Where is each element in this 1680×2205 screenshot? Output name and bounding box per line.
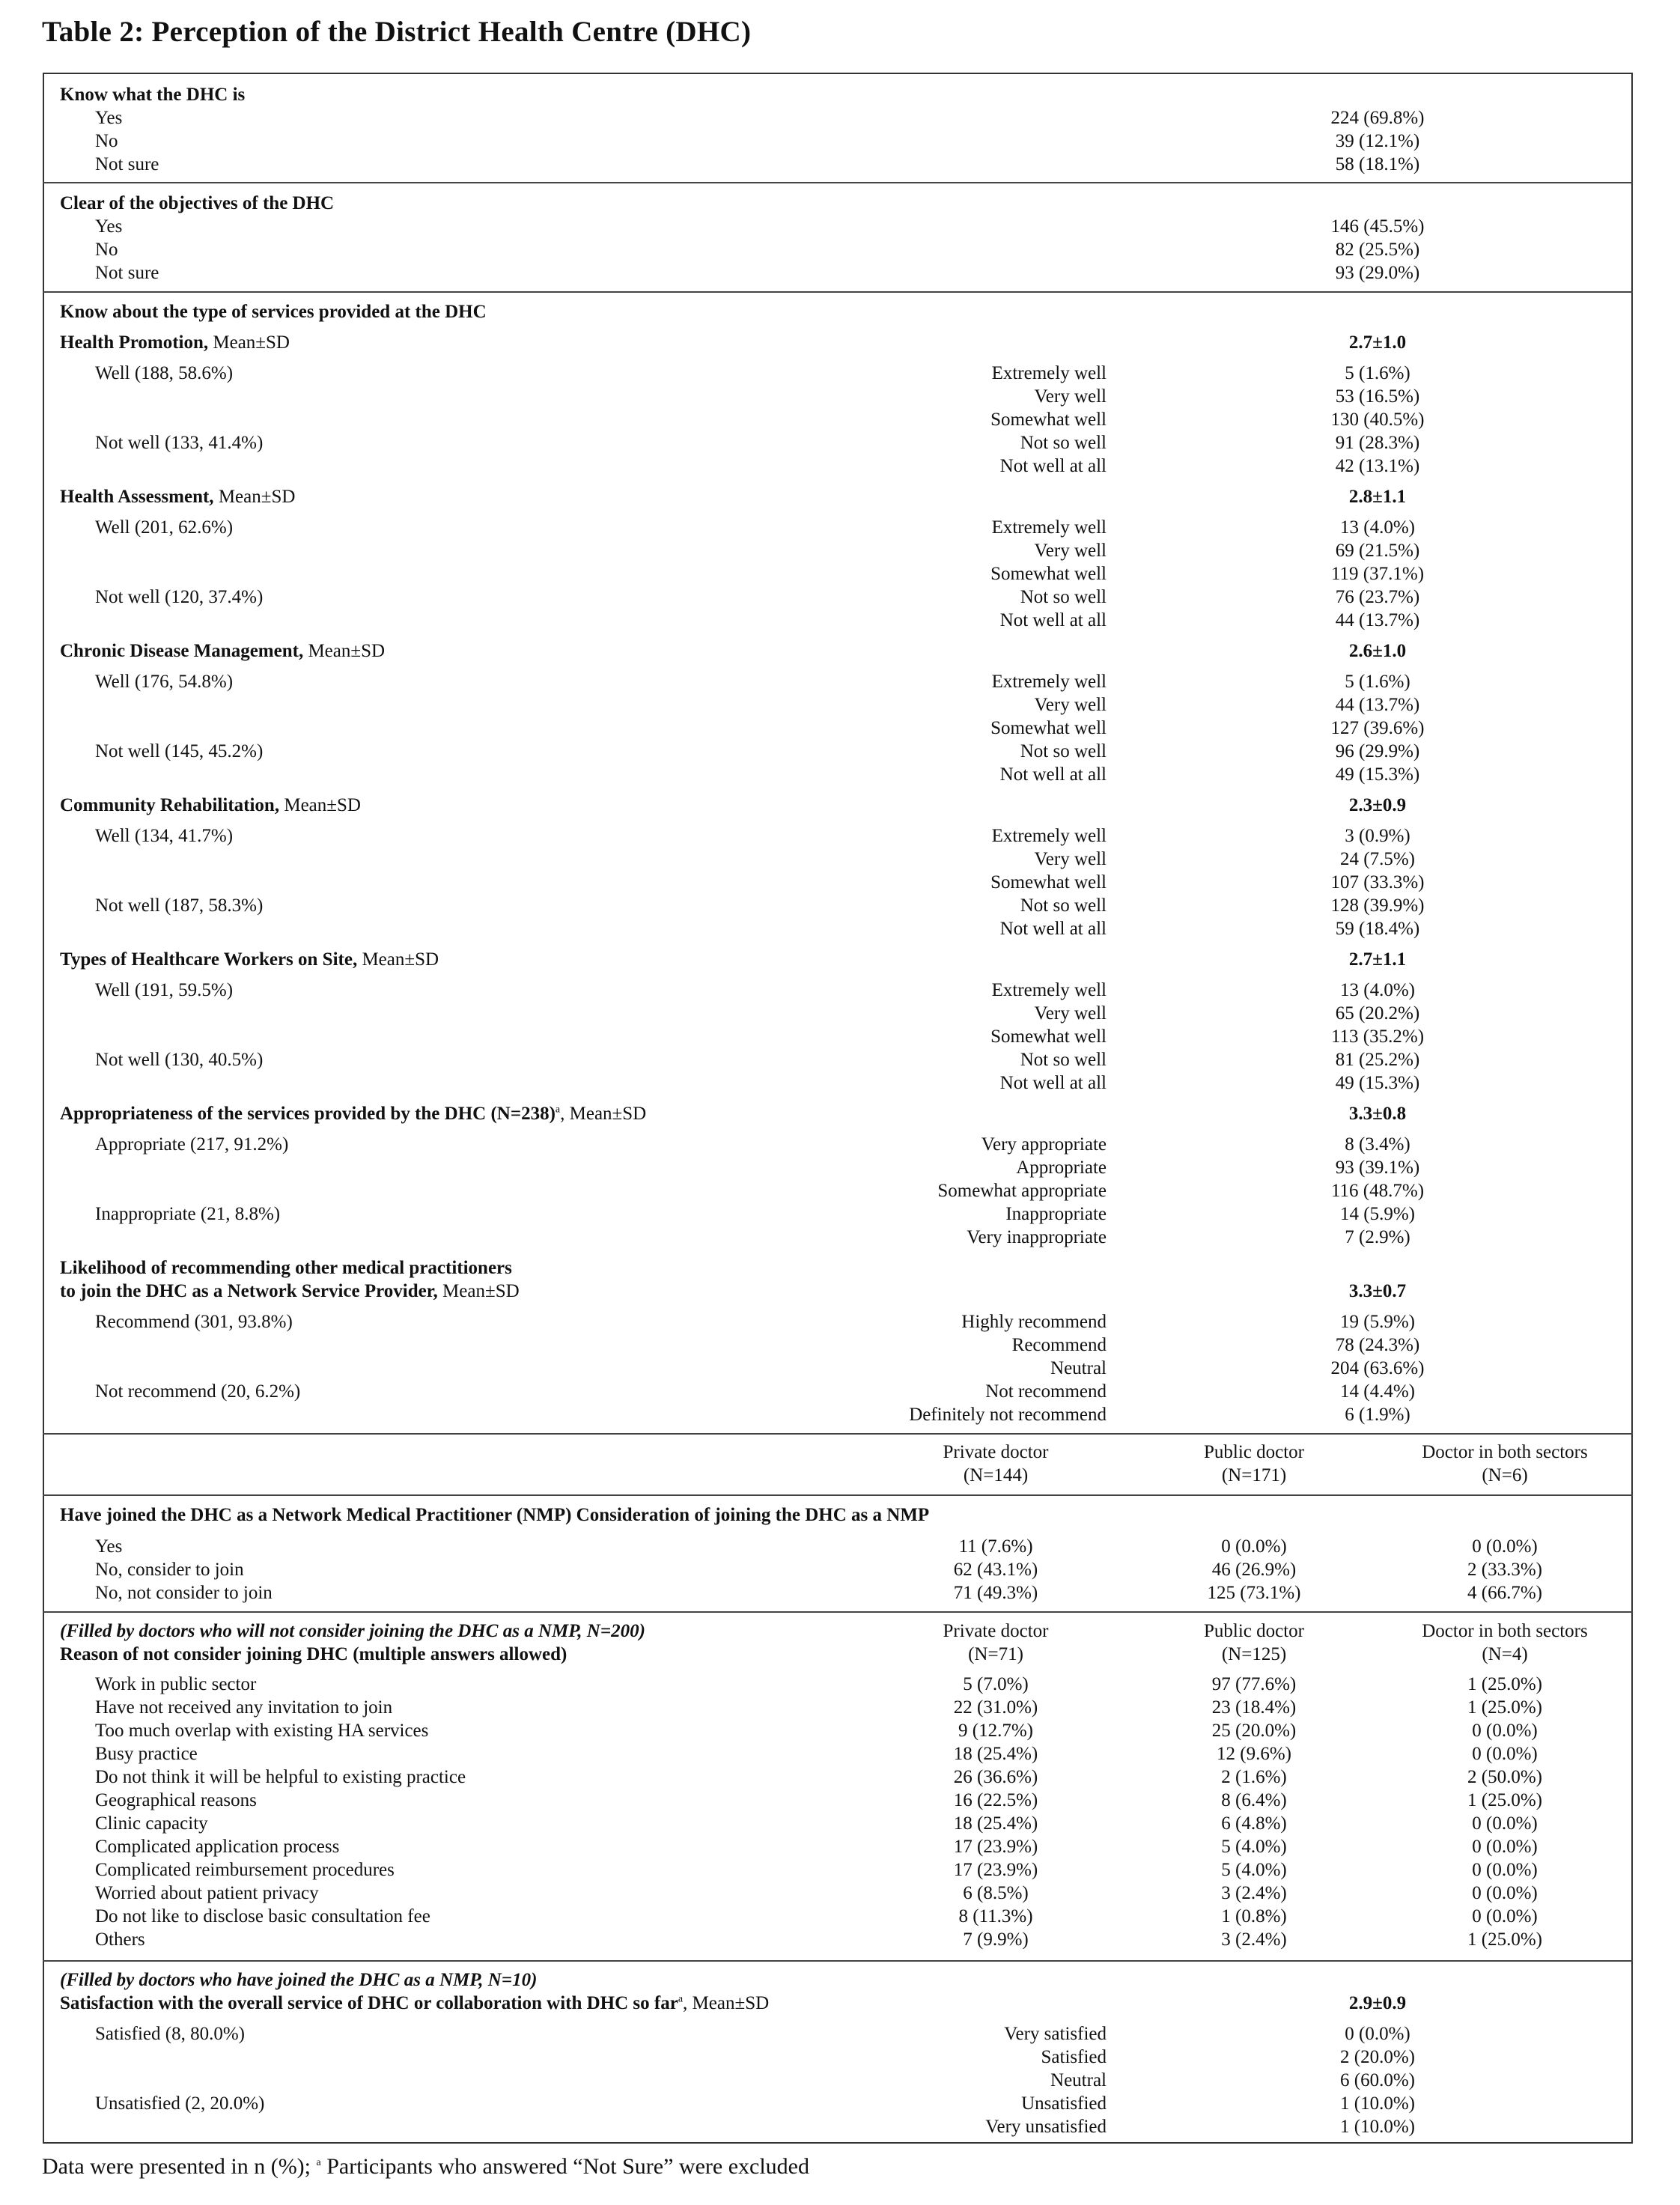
scale-label: Very well — [1034, 1003, 1107, 1024]
column-header-private: Private doctor — [943, 1442, 1049, 1462]
row-value: 59 (18.4%) — [1335, 919, 1420, 939]
block-heading: Community Rehabilitation, Mean±SD — [60, 795, 361, 815]
section-divider — [43, 1960, 1633, 1962]
group-label: Not well (133, 41.4%) — [95, 433, 264, 453]
cell-public: 97 (77.6%) — [1211, 1674, 1297, 1694]
scale-label: Very appropriate — [981, 1134, 1107, 1155]
cell-public: 5 (4.0%) — [1221, 1860, 1287, 1880]
scale-label: Neutral — [1050, 1358, 1107, 1378]
row-value: 127 (39.6%) — [1330, 718, 1425, 738]
column-header-private: Private doctor — [943, 1621, 1049, 1641]
scale-label: Very well — [1034, 695, 1107, 715]
column-header-private-n: (N=144) — [963, 1465, 1029, 1485]
row-value: 107 (33.3%) — [1330, 872, 1425, 892]
scale-label: Not so well — [1020, 895, 1107, 916]
row-label: Worried about patient privacy — [95, 1883, 319, 1903]
row-value: 128 (39.9%) — [1330, 895, 1425, 916]
scale-label: Very well — [1034, 386, 1107, 407]
mean-sd: 2.6±1.0 — [1348, 641, 1407, 661]
cell-public: 25 (20.0%) — [1211, 1721, 1297, 1741]
scale-label: Not well at all — [999, 764, 1107, 785]
block-heading: Health Assessment, Mean±SD — [60, 487, 296, 507]
group-label: Well (188, 58.6%) — [95, 363, 234, 383]
group-label: Inappropriate (21, 8.8%) — [95, 1204, 281, 1224]
row-value: 49 (15.3%) — [1335, 764, 1420, 785]
cell-both: 0 (0.0%) — [1472, 1721, 1538, 1741]
cell-private: 8 (11.3%) — [958, 1906, 1033, 1926]
row-label: Not sure — [95, 154, 159, 174]
section-note-satisfaction: (Filled by doctors who have joined the DHC as a NMP, N=10) — [60, 1970, 538, 1990]
cell-both: 0 (0.0%) — [1472, 1906, 1538, 1926]
row-label: Yes — [95, 216, 123, 237]
row-value: 224 (69.8%) — [1330, 108, 1425, 128]
row-label: Yes — [95, 1536, 123, 1557]
scale-label: Not so well — [1020, 741, 1107, 761]
row-value: 81 (25.2%) — [1335, 1050, 1420, 1070]
row-value: 19 (5.9%) — [1340, 1312, 1415, 1332]
scale-label: Definitely not recommend — [909, 1405, 1107, 1425]
row-value: 1 (10.0%) — [1340, 2117, 1415, 2137]
group-label: Recommend (301, 93.8%) — [95, 1312, 293, 1332]
scale-label: Very unsatisfied — [985, 2117, 1107, 2137]
block-heading: Health Promotion, Mean±SD — [60, 332, 290, 353]
cell-private: 11 (7.6%) — [958, 1536, 1033, 1557]
row-value: 82 (25.5%) — [1335, 240, 1420, 260]
cell-private: 18 (25.4%) — [953, 1744, 1038, 1764]
cell-private: 17 (23.9%) — [953, 1837, 1038, 1857]
scale-label: Somewhat well — [990, 1027, 1107, 1047]
cell-public: 5 (4.0%) — [1221, 1837, 1287, 1857]
row-value: 53 (16.5%) — [1335, 386, 1420, 407]
row-value: 5 (1.6%) — [1345, 363, 1410, 383]
mean-sd: 2.3±0.9 — [1348, 795, 1407, 815]
row-label: Geographical reasons — [95, 1790, 257, 1810]
cell-private: 62 (43.1%) — [953, 1560, 1038, 1580]
mean-sd: 3.3±0.7 — [1348, 1281, 1407, 1301]
scale-label: Not recommend — [985, 1381, 1107, 1402]
column-header-both-n: (N=4) — [1482, 1644, 1528, 1664]
scale-label: Very inappropriate — [967, 1227, 1107, 1247]
row-value: 69 (21.5%) — [1335, 541, 1420, 561]
block-heading-appropriateness: Appropriateness of the services provided by the DHC (N=238)$^a$, Mean±SD — [60, 1104, 647, 1124]
group-label: Appropriate (217, 91.2%) — [95, 1134, 289, 1155]
scale-label: Somewhat well — [990, 564, 1107, 584]
cell-both: 1 (25.0%) — [1467, 1674, 1542, 1694]
row-label: Do not like to disclose basic consultation fee — [95, 1906, 430, 1926]
scale-label: Somewhat well — [990, 410, 1107, 430]
section-heading-objectives: Clear of the objectives of the DHC — [60, 193, 335, 213]
mean-sd: 3.3±0.8 — [1348, 1104, 1407, 1124]
row-value: 119 (37.1%) — [1330, 564, 1425, 584]
row-value: 39 (12.1%) — [1335, 131, 1420, 151]
row-value: 113 (35.2%) — [1330, 1027, 1425, 1047]
column-header-both: Doctor in both sectors — [1422, 1442, 1588, 1462]
group-label: Unsatisfied (2, 20.0%) — [95, 2093, 265, 2114]
cell-public: 3 (2.4%) — [1221, 1883, 1287, 1903]
column-header-both-n: (N=6) — [1482, 1465, 1528, 1485]
section-divider — [43, 1494, 1633, 1496]
row-value: 204 (63.6%) — [1330, 1358, 1425, 1378]
row-value: 146 (45.5%) — [1330, 216, 1425, 237]
scale-label: Extremely well — [991, 826, 1107, 846]
row-value: 6 (1.9%) — [1345, 1405, 1410, 1425]
row-value: 13 (4.0%) — [1340, 980, 1415, 1000]
cell-both: 1 (25.0%) — [1467, 1697, 1542, 1718]
cell-both: 1 (25.0%) — [1467, 1790, 1542, 1810]
cell-both: 4 (66.7%) — [1467, 1583, 1542, 1603]
cell-both: 0 (0.0%) — [1472, 1813, 1538, 1834]
scale-label: Neutral — [1050, 2070, 1107, 2090]
scale-label: Somewhat well — [990, 718, 1107, 738]
row-value: 42 (13.1%) — [1335, 456, 1420, 476]
row-label: Clinic capacity — [95, 1813, 208, 1834]
block-heading-recommend-line2: to join the DHC as a Network Service Provider, Mean±SD — [60, 1281, 520, 1301]
row-label: Complicated application process — [95, 1837, 340, 1857]
cell-public: 125 (73.1%) — [1207, 1583, 1301, 1603]
row-value: 58 (18.1%) — [1335, 154, 1420, 174]
cell-public: 23 (18.4%) — [1211, 1697, 1297, 1718]
section-note-reasons: (Filled by doctors who will not consider joining the DHC as a NMP, N=200) — [60, 1621, 645, 1641]
scale-label: Not well at all — [999, 919, 1107, 939]
scale-label: Somewhat appropriate — [937, 1181, 1107, 1201]
row-value: 24 (7.5%) — [1340, 849, 1415, 869]
scale-label: Extremely well — [991, 363, 1107, 383]
cell-both: 0 (0.0%) — [1472, 1536, 1538, 1557]
group-label: Not well (120, 37.4%) — [95, 587, 264, 607]
column-header-both: Doctor in both sectors — [1422, 1621, 1588, 1641]
scale-label: Highly recommend — [961, 1312, 1107, 1332]
section-divider — [43, 182, 1633, 183]
row-label: Have not received any invitation to join — [95, 1697, 393, 1718]
row-label: Do not think it will be helpful to existing practice — [95, 1767, 466, 1787]
cell-public: 12 (9.6%) — [1217, 1744, 1291, 1764]
row-value: 93 (29.0%) — [1335, 263, 1420, 283]
block-heading-recommend: Likelihood of recommending other medical practitioners — [60, 1258, 512, 1278]
row-value: 49 (15.3%) — [1335, 1073, 1420, 1093]
cell-public: 46 (26.9%) — [1211, 1560, 1297, 1580]
row-value: 7 (2.9%) — [1345, 1227, 1410, 1247]
mean-sd: 2.9±0.9 — [1348, 1993, 1407, 2013]
row-value: 5 (1.6%) — [1345, 672, 1410, 692]
section-heading-services: Know about the type of services provided at the DHC — [60, 302, 487, 322]
row-label: Complicated reimbursement procedures — [95, 1860, 395, 1880]
section-divider — [43, 291, 1633, 293]
scale-label: Inappropriate — [1005, 1204, 1107, 1224]
scale-label: Recommend — [1011, 1335, 1107, 1355]
scale-label: Very satisfied — [1004, 2024, 1107, 2044]
row-value: 0 (0.0%) — [1345, 2024, 1410, 2044]
cell-private: 7 (9.9%) — [963, 1929, 1029, 1950]
row-value: 116 (48.7%) — [1330, 1181, 1425, 1201]
cell-public: 3 (2.4%) — [1221, 1929, 1287, 1950]
group-label: Well (191, 59.5%) — [95, 980, 234, 1000]
section-heading-know-dhc: Know what the DHC is — [60, 85, 246, 105]
row-value: 3 (0.9%) — [1345, 826, 1410, 846]
cell-public: 2 (1.6%) — [1221, 1767, 1287, 1787]
group-label: Well (176, 54.8%) — [95, 672, 234, 692]
row-value: 13 (4.0%) — [1340, 517, 1415, 538]
cell-public: 0 (0.0%) — [1221, 1536, 1287, 1557]
cell-both: 2 (33.3%) — [1467, 1560, 1542, 1580]
row-label: No, consider to join — [95, 1560, 244, 1580]
row-label: No — [95, 240, 118, 260]
cell-public: 6 (4.8%) — [1221, 1813, 1287, 1834]
block-heading-satisfaction: Satisfaction with the overall service of DHC or collaboration with DHC so far$^a$, Mean±SD — [60, 1993, 770, 2013]
cell-public: 1 (0.8%) — [1221, 1906, 1287, 1926]
row-value: 78 (24.3%) — [1335, 1335, 1420, 1355]
cell-private: 26 (36.6%) — [953, 1767, 1038, 1787]
row-value: 44 (13.7%) — [1335, 695, 1420, 715]
row-value: 44 (13.7%) — [1335, 610, 1420, 630]
cell-private: 17 (23.9%) — [953, 1860, 1038, 1880]
block-heading: Chronic Disease Management, Mean±SD — [60, 641, 386, 661]
column-header-public-n: (N=125) — [1221, 1644, 1287, 1664]
table-footnote: Data were presented in n (%); $^a$ Participants who answered “Not Sure” were excluded — [42, 2154, 809, 2179]
row-value: 91 (28.3%) — [1335, 433, 1420, 453]
scale-label: Not well at all — [999, 456, 1107, 476]
column-header-public: Public doctor — [1203, 1621, 1304, 1641]
scale-label: Not so well — [1020, 587, 1107, 607]
cell-private: 16 (22.5%) — [953, 1790, 1038, 1810]
row-value: 96 (29.9%) — [1335, 741, 1420, 761]
block-heading: Types of Healthcare Workers on Site, Mean±SD — [60, 949, 439, 970]
row-label: Busy practice — [95, 1744, 198, 1764]
table-title: Table 2: Perception of the District Health Centre (DHC) — [42, 16, 752, 48]
row-label: Too much overlap with existing HA services — [95, 1721, 429, 1741]
row-value: 65 (20.2%) — [1335, 1003, 1420, 1024]
row-value: 14 (5.9%) — [1340, 1204, 1415, 1224]
group-label: Well (201, 62.6%) — [95, 517, 234, 538]
row-value: 6 (60.0%) — [1340, 2070, 1415, 2090]
row-value: 1 (10.0%) — [1340, 2093, 1415, 2114]
row-value: 76 (23.7%) — [1335, 587, 1420, 607]
mean-sd: 2.7±1.1 — [1348, 949, 1407, 970]
scale-label: Extremely well — [991, 517, 1107, 538]
section-heading-joined: Have joined the DHC as a Network Medical Practitioner (NMP) Consideration of joining the DHC as a NMP — [60, 1505, 930, 1525]
scale-label: Not so well — [1020, 433, 1107, 453]
column-header-public-n: (N=171) — [1221, 1465, 1287, 1485]
cell-both: 0 (0.0%) — [1472, 1883, 1538, 1903]
scale-label: Appropriate — [1016, 1158, 1107, 1178]
scale-label: Satisfied — [1041, 2047, 1107, 2067]
scale-label: Not well at all — [999, 1073, 1107, 1093]
group-label: Not recommend (20, 6.2%) — [95, 1381, 301, 1402]
scale-label: Very well — [1034, 541, 1107, 561]
group-label: Not well (145, 45.2%) — [95, 741, 264, 761]
cell-private: 5 (7.0%) — [963, 1674, 1029, 1694]
row-value: 130 (40.5%) — [1330, 410, 1425, 430]
group-label: Not well (130, 40.5%) — [95, 1050, 264, 1070]
scale-label: Very well — [1034, 849, 1107, 869]
row-value: 93 (39.1%) — [1335, 1158, 1420, 1178]
row-value: 8 (3.4%) — [1345, 1134, 1410, 1155]
scale-label: Unsatisfied — [1021, 2093, 1107, 2114]
row-label: Others — [95, 1929, 145, 1950]
cell-private: 6 (8.5%) — [963, 1883, 1029, 1903]
cell-private: 9 (12.7%) — [958, 1721, 1033, 1741]
section-divider — [43, 1433, 1633, 1435]
cell-private: 22 (31.0%) — [953, 1697, 1038, 1718]
section-heading-reasons: Reason of not consider joining DHC (multiple answers allowed) — [60, 1644, 567, 1664]
group-label: Not well (187, 58.3%) — [95, 895, 264, 916]
scale-label: Extremely well — [991, 672, 1107, 692]
column-header-public: Public doctor — [1203, 1442, 1304, 1462]
scale-label: Extremely well — [991, 980, 1107, 1000]
row-value: 2 (20.0%) — [1340, 2047, 1415, 2067]
column-header-private-n: (N=71) — [968, 1644, 1023, 1664]
scale-label: Somewhat well — [990, 872, 1107, 892]
mean-sd: 2.8±1.1 — [1348, 487, 1407, 507]
row-label: Not sure — [95, 263, 159, 283]
row-label: Work in public sector — [95, 1674, 257, 1694]
cell-private: 71 (49.3%) — [953, 1583, 1038, 1603]
mean-sd: 2.7±1.0 — [1348, 332, 1407, 353]
cell-both: 0 (0.0%) — [1472, 1837, 1538, 1857]
row-value: 14 (4.4%) — [1340, 1381, 1415, 1402]
cell-both: 1 (25.0%) — [1467, 1929, 1542, 1950]
cell-both: 2 (50.0%) — [1467, 1767, 1542, 1787]
row-label: Yes — [95, 108, 123, 128]
row-label: No — [95, 131, 118, 151]
cell-public: 8 (6.4%) — [1221, 1790, 1287, 1810]
cell-both: 0 (0.0%) — [1472, 1744, 1538, 1764]
section-divider — [43, 1611, 1633, 1613]
group-label: Well (134, 41.7%) — [95, 826, 234, 846]
cell-private: 18 (25.4%) — [953, 1813, 1038, 1834]
scale-label: Not so well — [1020, 1050, 1107, 1070]
cell-both: 0 (0.0%) — [1472, 1860, 1538, 1880]
row-label: No, not consider to join — [95, 1583, 273, 1603]
scale-label: Not well at all — [999, 610, 1107, 630]
group-label: Satisfied (8, 80.0%) — [95, 2024, 245, 2044]
